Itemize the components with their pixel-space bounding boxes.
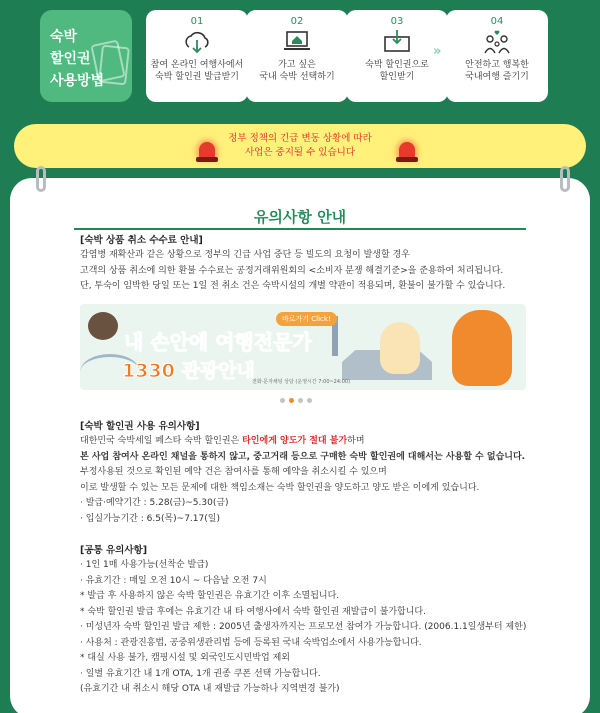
- notice-card: [10, 178, 590, 713]
- section-line: * 발급 후 사용하지 않은 숙박 할인권은 유효기간 이후 소멸됩니다.: [80, 591, 340, 601]
- section-line: · 미성년자 숙박 할인권 발급 제한 : 2005년 출생자까지는 프로모션 참여가 가능합니다. (2006.1.1일생부터 제한): [80, 622, 527, 632]
- section-line: 이로 발생할 수 있는 모든 문제에 대한 책임소재는 숙박 할인권을 양도하고 양도 받은 이에게 있습니다.: [80, 482, 480, 493]
- notice-text: 정부 정책의 긴급 변동 상황에 따라 사업은 중지될 수 있습니다: [228, 133, 372, 158]
- text-span: 하며: [347, 436, 365, 446]
- step-text: 가고 싶은 국내 숙박 선택하기: [259, 60, 335, 82]
- mascot-illustration: [88, 312, 118, 340]
- section-line: · 유효기간 : 매일 오전 10시 ~ 다음날 오전 7시: [80, 575, 267, 586]
- ad-subheadline: 1330 관광안내: [122, 360, 255, 382]
- ad-hours: 전화·문자채팅 상담 (운영시간 7:00~24:00): [252, 379, 351, 385]
- common-section: [80, 544, 560, 698]
- bear-mascot: [380, 322, 420, 374]
- usage-section: [80, 420, 560, 527]
- section-heading: [공통 유의사항]: [80, 545, 148, 556]
- step-number: 04: [490, 16, 504, 27]
- section-heading: [숙박 할인권 사용 유의사항]: [80, 421, 200, 432]
- carousel-dots: [280, 398, 312, 403]
- steps-header-line1: 숙박: [50, 29, 78, 45]
- click-chip[interactable]: 바로가기 Click!: [276, 312, 337, 326]
- siren-icon: [196, 142, 218, 164]
- carousel-dot[interactable]: [289, 398, 294, 403]
- usage-steps: [0, 0, 600, 118]
- warning-text: 타인에게 양도가 절대 불가: [242, 436, 348, 446]
- step-text: 안전하고 행복한 국내여행 즐기기: [465, 60, 529, 82]
- step-number: 01: [190, 16, 204, 27]
- warning-line: 본 사업 참여사 온라인 채널을 통하지 않고, 중고거래 등으로 구매한 숙박 할인권에 대해서는 사용할 수 없습니다.: [80, 451, 526, 462]
- section-line: 고객의 상품 취소에 의한 환불 수수료는 공정거래위원회의 <소비자 분쟁 해결기준>을 준용하여 처리됩니다.: [80, 265, 504, 276]
- step-card-1: [146, 10, 248, 102]
- family-heart-icon: [482, 29, 512, 55]
- step-number: 03: [390, 16, 404, 27]
- laptop-house-icon: [282, 29, 312, 55]
- carousel-dot[interactable]: [298, 398, 303, 403]
- steps-header-line3: 사용방법: [50, 73, 105, 89]
- step-text: 참여 온라인 여행사에서 숙박 할인권 발급받기: [150, 60, 244, 82]
- tiger-mascot: [452, 310, 512, 386]
- steps-header-line2: 할인권: [50, 51, 91, 67]
- checkin-period: · 입실가능기간 : 6.5(목)~7.17(일): [80, 513, 220, 524]
- notice-banner: [14, 124, 586, 168]
- step-card-4: [446, 10, 548, 102]
- issue-period: · 발급·예약기간 : 5.28(금)~5.30(금): [80, 498, 229, 508]
- section-heading: [숙박 상품 취소 수수료 안내]: [80, 235, 203, 246]
- section-line: 감염병 재확산과 같은 상황으로 정부의 긴급 사업 중단 등 빌도의 요청이 발생할 경우: [80, 250, 410, 260]
- cloud-download-icon: [182, 29, 212, 55]
- section-line: * 대실 사용 불가, 캠핑시설 및 외국인도시민박업 제외: [80, 653, 290, 663]
- binder-ring: [36, 166, 46, 192]
- coupon-download-icon: [382, 29, 412, 55]
- page-title: 유의사항 안내: [253, 208, 347, 226]
- carousel-dot[interactable]: [307, 398, 312, 403]
- tourism-hotline-banner[interactable]: [80, 304, 526, 390]
- section-line: · 일별 유효기간 내 1개 OTA, 1개 권종 쿠폰 선택 가능합니다.: [80, 668, 321, 679]
- section-line: 단, 투숙이 임박한 당일 또는 1일 전 취소 건은 숙박시설의 개별 약관이 적용되며, 환불이 불가할 수 있습니다.: [80, 281, 506, 291]
- carousel-dot[interactable]: [280, 398, 285, 403]
- step-card-2: [246, 10, 348, 102]
- ad-headline: 내 손안에 여행전문가: [124, 330, 312, 354]
- section-line: · 사용처 : 관광진흥법, 공중위생관리법 등에 등록된 국내 숙박업소에서 사용가능합니다.: [80, 637, 422, 648]
- section-line: (유효기간 내 취소시 해당 OTA 내 재발급 가능하나 지역변경 불가): [80, 684, 340, 694]
- binder-ring: [560, 166, 570, 192]
- ticket-icon: [98, 45, 130, 86]
- title-divider: [74, 228, 526, 230]
- section-line: * 숙박 할인권 발급 후에는 유효기간 내 타 여행사에서 숙박 할인권 재발급이 불가합니다.: [80, 606, 426, 617]
- section-line: · 1인 1매 사용가능(선착순 발급): [80, 560, 209, 570]
- siren-icon: [396, 142, 418, 164]
- section-line: 부정사용된 것으로 확인된 예약 건은 참여사를 통해 예약을 취소시킬 수 있으며: [80, 467, 387, 477]
- text-span: 대한민국 숙박세일 페스타 숙박 할인권은: [80, 436, 243, 446]
- section-line: [80, 434, 560, 450]
- step-number: 02: [290, 16, 304, 27]
- step-text: 숙박 할인권으로 할인받기: [365, 60, 429, 82]
- steps-header: [40, 10, 132, 102]
- chevron-right-icon: »: [433, 44, 442, 59]
- cancel-fee-section: [80, 234, 560, 295]
